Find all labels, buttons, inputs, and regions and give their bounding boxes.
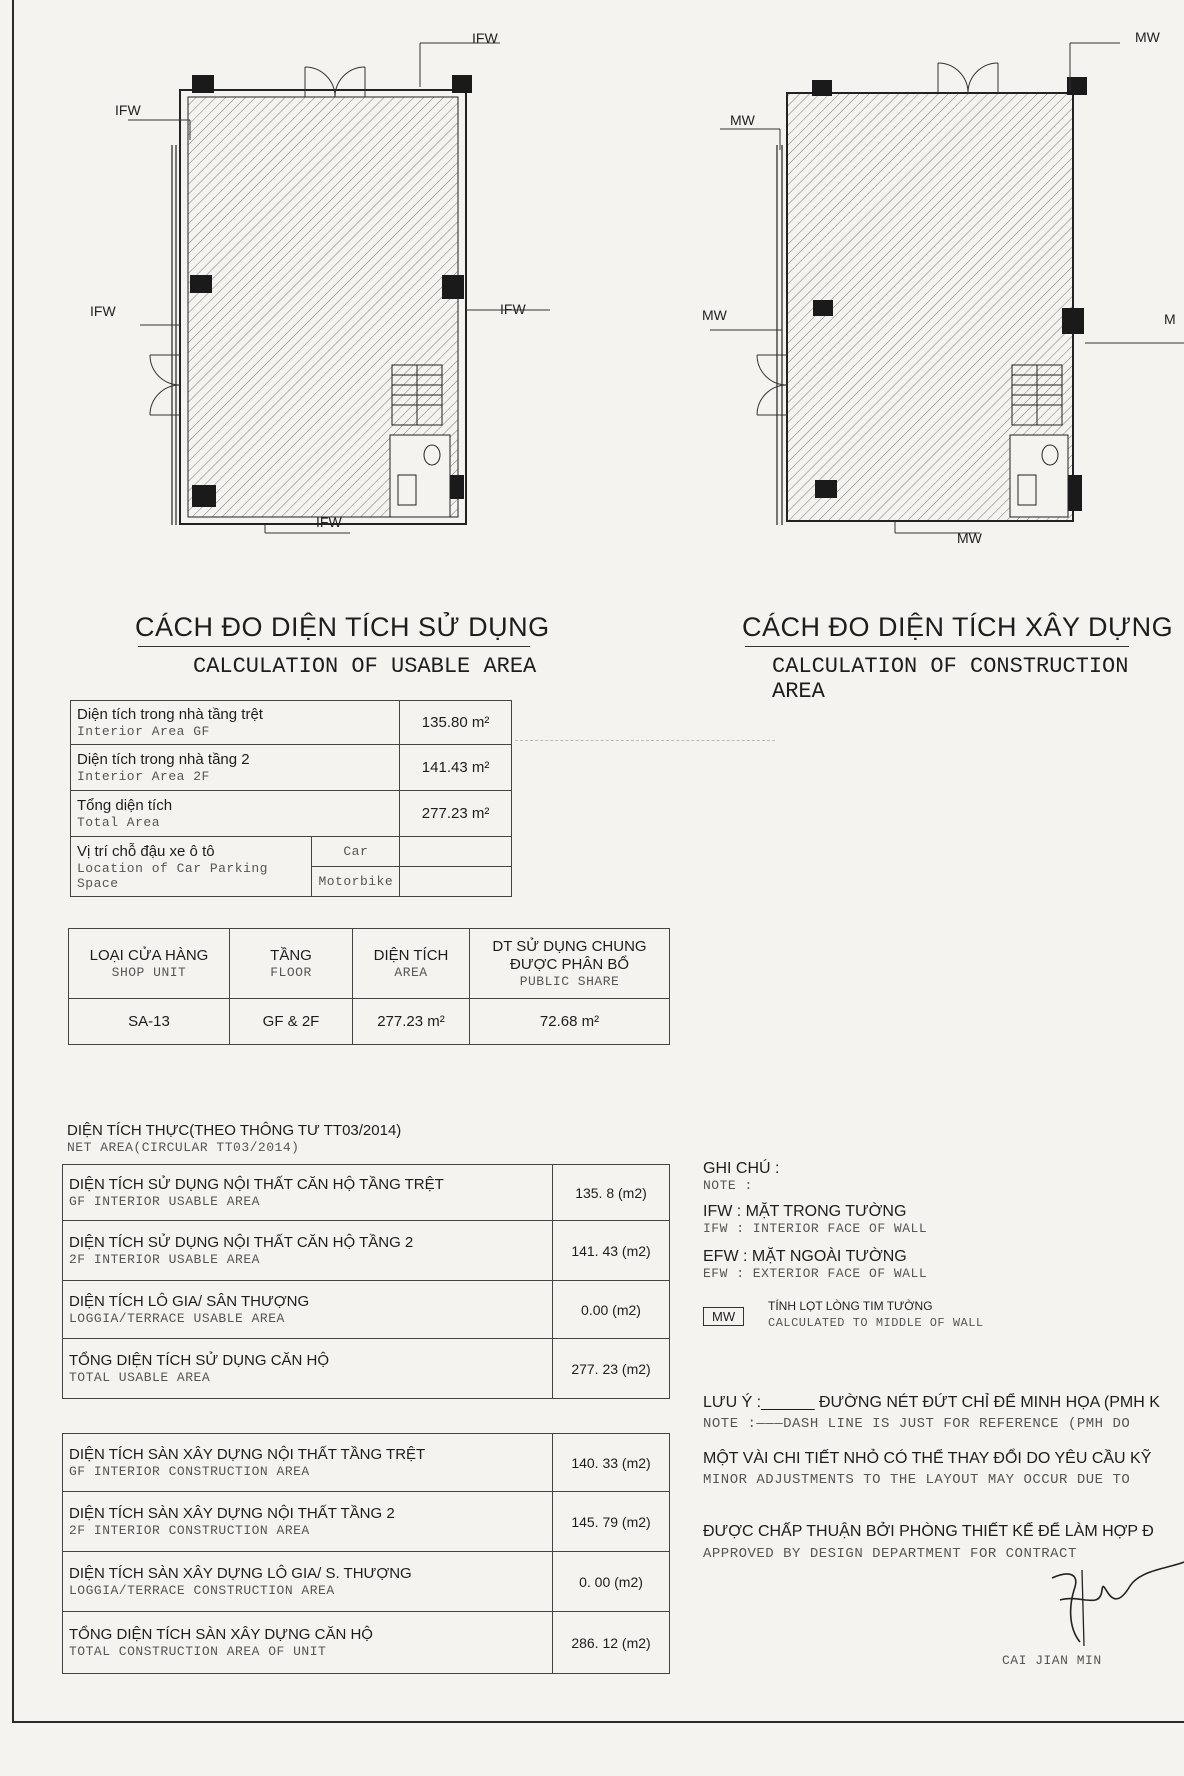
shop-header-floor-en: FLOOR xyxy=(270,965,312,980)
usable-label-top-left: IFW xyxy=(115,102,141,118)
parking-car-value xyxy=(400,837,512,867)
area-row-gf xyxy=(71,701,512,745)
parking-label-en: Location of Car Parking Space xyxy=(77,860,268,891)
dash-line-reference xyxy=(515,740,775,741)
net-construction-loggia-en: LOGGIA/TERRACE CONSTRUCTION AREA xyxy=(69,1583,335,1598)
net-area-title-en: NET AREA(CIRCULAR TT03/2014) xyxy=(67,1140,300,1155)
area-row-2f-value: 141.43 m² xyxy=(400,745,512,791)
usable-label-left: IFW xyxy=(90,303,116,319)
shop-header-area-en: AREA xyxy=(394,965,428,980)
parking-row xyxy=(71,837,512,867)
net-usable-area-table xyxy=(62,1164,670,1399)
net-construction-row xyxy=(63,1434,670,1492)
area-summary-table xyxy=(70,700,512,897)
net-construction-row xyxy=(63,1492,670,1552)
net-usable-2f-en: 2F INTERIOR USABLE AREA xyxy=(69,1252,260,1267)
net-usable-gf-en: GF INTERIOR USABLE AREA xyxy=(69,1194,260,1209)
usable-area-floor-plan xyxy=(80,25,580,585)
parking-car-label: Car xyxy=(312,837,400,867)
net-construction-2f-en: 2F INTERIOR CONSTRUCTION AREA xyxy=(69,1523,310,1538)
net-usable-total-vi: TỔNG DIỆN TÍCH SỬ DỤNG CĂN HỘ xyxy=(69,1352,330,1369)
notes-remark-vi: LƯU Ý :______ ĐƯỜNG NÉT ĐỨT CHỈ ĐỂ MINH HỌA (PMH K xyxy=(703,1394,1160,1411)
notes-approved-en: APPROVED BY DESIGN DEPARTMENT FOR CONTRACT xyxy=(703,1546,1077,1562)
shop-area-value: 277.23 m² xyxy=(353,999,470,1045)
net-construction-2f-vi: DIỆN TÍCH SÀN XÂY DỰNG NỘI THẤT TẦNG 2 xyxy=(69,1505,395,1522)
usable-title-underline xyxy=(138,646,530,647)
notes-adjust-vi: MỘT VÀI CHI TIẾT NHỎ CÓ THỂ THAY ĐỔI DO YÊU CẦU KỸ xyxy=(703,1450,1152,1467)
net-usable-gf-vi: DIỆN TÍCH SỬ DỤNG NỘI THẤT CĂN HỘ TẦNG TRỆT xyxy=(69,1176,444,1193)
construction-label-right: M xyxy=(1164,311,1176,327)
net-usable-total-en: TOTAL USABLE AREA xyxy=(69,1370,211,1385)
notes-approved-vi: ĐƯỢC CHẤP THUẬN BỞI PHÒNG THIẾT KẾ ĐỂ LÀM HỢP Đ xyxy=(703,1523,1154,1540)
parking-label-vi: Vị trí chỗ đậu xe ô tô xyxy=(77,842,215,860)
net-construction-total-value: 286. 12 (m2) xyxy=(553,1612,670,1674)
net-usable-loggia-vi: DIỆN TÍCH LÔ GIA/ SÂN THƯỢNG xyxy=(69,1293,310,1310)
shop-header-share-vi: DT SỬ DỤNG CHUNG ĐƯỢC PHÂN BỔ xyxy=(492,938,647,973)
net-usable-row xyxy=(63,1281,670,1339)
usable-title-en: CALCULATION OF USABLE AREA xyxy=(193,654,537,679)
shop-header-row xyxy=(69,929,670,999)
net-usable-row xyxy=(63,1339,670,1399)
net-construction-gf-en: GF INTERIOR CONSTRUCTION AREA xyxy=(69,1464,310,1479)
area-row-total-en: Total Area xyxy=(77,815,161,830)
construction-label-top-left: MW xyxy=(730,112,755,128)
area-row-total-vi: Tổng diện tích xyxy=(77,797,173,814)
net-usable-row xyxy=(63,1165,670,1221)
net-usable-2f-vi: DIỆN TÍCH SỬ DỤNG NỘI THẤT CĂN HỘ TẦNG 2 xyxy=(69,1234,414,1251)
page-frame-bottom xyxy=(12,1721,1184,1723)
notes-adjust-en: MINOR ADJUSTMENTS TO THE LAYOUT MAY OCCUR DUE TO xyxy=(703,1472,1131,1488)
area-row-total xyxy=(71,791,512,837)
construction-label-left: MW xyxy=(702,307,727,323)
net-construction-loggia-vi: DIỆN TÍCH SÀN XÂY DỰNG LÔ GIA/ S. THƯỢNG xyxy=(69,1565,412,1582)
area-row-2f-en: Interior Area 2F xyxy=(77,769,210,784)
page-frame-left xyxy=(12,0,14,1722)
net-usable-row xyxy=(63,1221,670,1281)
net-construction-2f-value: 145. 79 (m2) xyxy=(553,1492,670,1552)
area-row-gf-vi: Diện tích trong nhà tầng trệt xyxy=(77,706,263,723)
notes-ifw-vi: IFW : MẶT TRONG TƯỜNG xyxy=(703,1203,907,1220)
area-row-gf-value: 135.80 m² xyxy=(400,701,512,745)
net-usable-loggia-value: 0.00 (m2) xyxy=(553,1281,670,1339)
net-construction-gf-vi: DIỆN TÍCH SÀN XÂY DỰNG NỘI THẤT TẦNG TRỆT xyxy=(69,1446,426,1463)
notes-remark-en: NOTE :———DASH LINE IS JUST FOR REFERENCE (PMH DO xyxy=(703,1416,1131,1432)
construction-label-bottom: MW xyxy=(957,530,982,546)
net-construction-row xyxy=(63,1552,670,1612)
usable-label-top: IFW xyxy=(472,30,498,46)
signature-mark xyxy=(1040,1550,1184,1650)
shop-header-floor-vi: TẦNG xyxy=(270,947,312,964)
notes-mw-en: CALCULATED TO MIDDLE OF WALL xyxy=(768,1316,984,1330)
notes-mw-box: MW xyxy=(703,1307,744,1326)
area-row-2f-vi: Diện tích trong nhà tầng 2 xyxy=(77,751,250,768)
shop-header-unit-en: SHOP UNIT xyxy=(111,965,187,980)
shop-data-row xyxy=(69,999,670,1045)
net-construction-total-vi: TỔNG DIỆN TÍCH SÀN XÂY DỰNG CĂN HỘ xyxy=(69,1626,373,1643)
shop-floor-value: GF & 2F xyxy=(230,999,353,1045)
shop-header-unit-vi: LOẠI CỬA HÀNG xyxy=(89,947,209,964)
notes-heading-vi: GHI CHÚ : xyxy=(703,1160,780,1177)
construction-plan-wc xyxy=(1010,435,1068,517)
net-usable-total-value: 277. 23 (m2) xyxy=(553,1339,670,1399)
shop-unit-value: SA-13 xyxy=(69,999,230,1045)
notes-heading-en: NOTE : xyxy=(703,1178,753,1193)
net-usable-gf-value: 135. 8 (m2) xyxy=(553,1165,670,1221)
area-row-total-value: 277.23 m² xyxy=(400,791,512,837)
construction-area-floor-plan xyxy=(690,25,1184,585)
net-usable-2f-value: 141. 43 (m2) xyxy=(553,1221,670,1281)
shop-header-area-vi: DIỆN TÍCH xyxy=(373,947,449,964)
net-construction-total-en: TOTAL CONSTRUCTION AREA OF UNIT xyxy=(69,1644,327,1659)
area-row-gf-en: Interior Area GF xyxy=(77,724,210,739)
net-area-title-vi: DIỆN TÍCH THỰC(THEO THÔNG TƯ TT03/2014) xyxy=(67,1122,402,1139)
construction-label-top: MW xyxy=(1135,29,1160,45)
parking-motorbike-value xyxy=(400,867,512,897)
usable-plan-wc xyxy=(390,435,450,517)
notes-efw-vi: EFW : MẶT NGOÀI TƯỜNG xyxy=(703,1248,907,1265)
net-usable-loggia-en: LOGGIA/TERRACE USABLE AREA xyxy=(69,1311,285,1326)
construction-title-vi: CÁCH ĐO DIỆN TÍCH XÂY DỰNG xyxy=(742,612,1174,642)
area-row-2f xyxy=(71,745,512,791)
notes-mw-vi: TÍNH LỌT LÒNG TIM TƯỜNG xyxy=(768,1299,933,1313)
notes-efw-en: EFW : EXTERIOR FACE OF WALL xyxy=(703,1266,928,1281)
net-construction-gf-value: 140. 33 (m2) xyxy=(553,1434,670,1492)
usable-title-vi: CÁCH ĐO DIỆN TÍCH SỬ DỤNG xyxy=(135,612,550,642)
construction-title-underline xyxy=(745,646,1129,647)
net-construction-row xyxy=(63,1612,670,1674)
construction-title-en: CALCULATION OF CONSTRUCTION AREA xyxy=(772,654,1129,704)
usable-label-right: IFW xyxy=(500,301,526,317)
net-construction-area-table xyxy=(62,1433,670,1674)
shop-header-share-en: PUBLIC SHARE xyxy=(519,974,620,989)
parking-motorbike-label: Motorbike xyxy=(312,867,400,897)
shop-share-value: 72.68 m² xyxy=(470,999,670,1045)
shop-unit-table xyxy=(68,928,670,1045)
usable-label-bottom: IFW xyxy=(316,514,342,530)
notes-ifw-en: IFW : INTERIOR FACE OF WALL xyxy=(703,1221,928,1236)
net-construction-loggia-value: 0. 00 (m2) xyxy=(553,1552,670,1612)
signer-name: CAI JIAN MIN xyxy=(1002,1653,1102,1668)
